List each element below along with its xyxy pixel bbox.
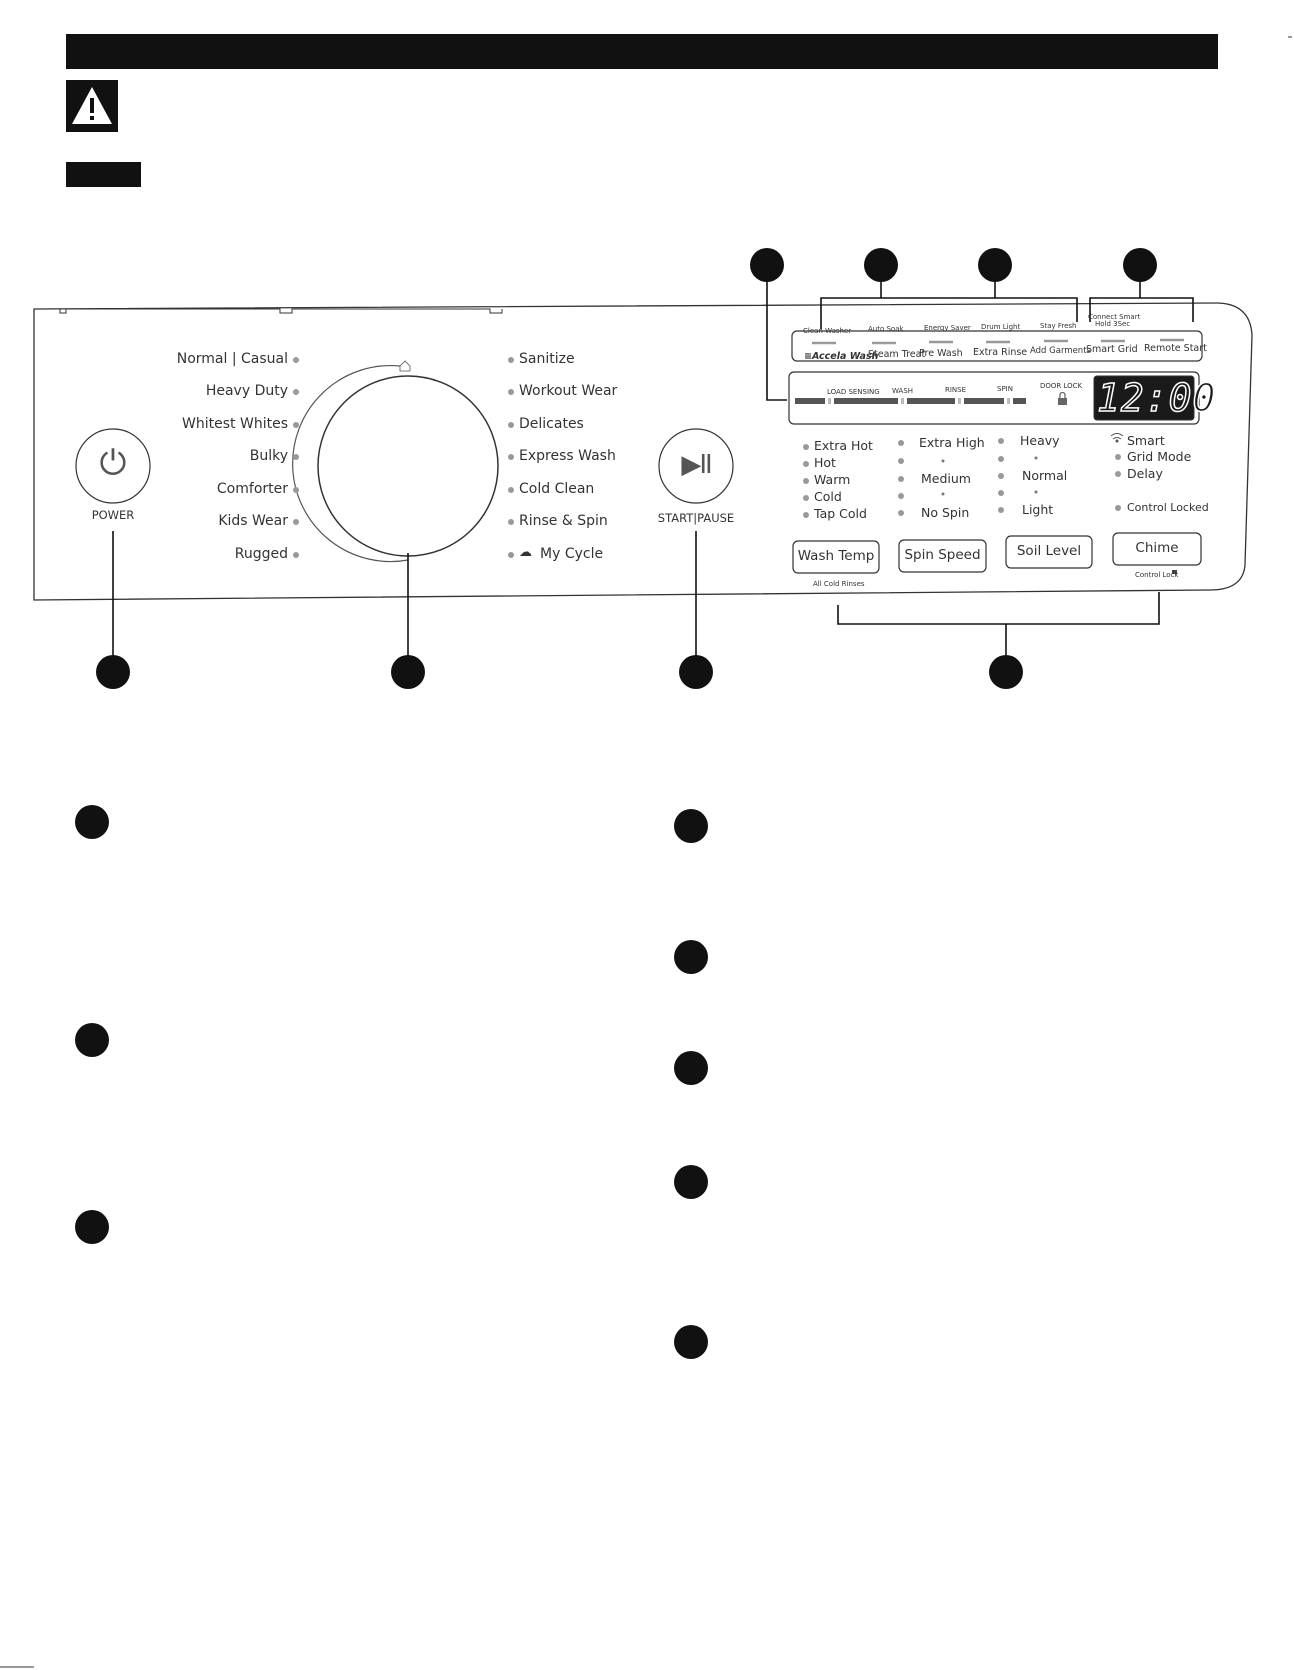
chime-sublabel: Control Lock: [1135, 571, 1179, 579]
cycle-label-express-wash[interactable]: Express Wash: [519, 448, 616, 464]
power-label: POWER: [91, 508, 135, 522]
play-pause-icon: ▶II: [681, 450, 711, 480]
status-load-sensing: LOAD SENSING: [827, 388, 880, 396]
home-icon: [400, 361, 410, 371]
option-remote-start[interactable]: Remote Start: [1144, 343, 1207, 354]
soil-level-heavy: Heavy: [1020, 433, 1060, 448]
start-pause-label: START|PAUSE: [657, 511, 735, 525]
cycle-label-kids-wear[interactable]: Kids Wear: [218, 513, 288, 529]
wash-temp-tap-cold: Tap Cold: [814, 506, 867, 521]
wash-temp-extra-hot: Extra Hot: [814, 438, 873, 453]
soil-level-light: Light: [1022, 502, 1054, 517]
cycle-label-rugged[interactable]: Rugged: [234, 546, 288, 562]
option-add-garments[interactable]: Add Garments: [1030, 346, 1091, 356]
option-secondary-auto-soak: Auto Soak: [868, 325, 904, 333]
wash-temp-label: Wash Temp: [797, 548, 875, 564]
status-rinse: RINSE: [945, 386, 967, 394]
cycle-label-cold-clean[interactable]: Cold Clean: [519, 481, 595, 497]
soil-level-normal: Normal: [1022, 468, 1068, 483]
option-secondary-stay-fresh: Stay Fresh: [1040, 322, 1077, 330]
wash-temp-cold: Cold: [814, 489, 842, 504]
cycle-label-delicates[interactable]: Delicates: [519, 416, 584, 432]
status-spin: SPIN: [997, 385, 1013, 393]
spin-speed-extra-high: Extra High: [919, 435, 985, 450]
lock-icon: [1058, 393, 1067, 406]
option-smart-grid[interactable]: Smart Grid: [1086, 344, 1138, 355]
time-readout: 12:00: [1097, 376, 1217, 420]
chime-grid-mode: Grid Mode: [1127, 449, 1192, 464]
option-secondary-energy-saver: Energy Saver: [924, 324, 971, 332]
chime-control-locked: Control Locked: [1127, 501, 1209, 514]
option-secondary-hold-3sec: Hold 3Sec: [1095, 320, 1131, 328]
wash-temp-warm: Warm: [814, 472, 851, 487]
spin-speed-label: Spin Speed: [904, 547, 981, 563]
cycle-dial[interactable]: [318, 376, 498, 556]
option-pre-wash[interactable]: Pre Wash: [919, 348, 963, 359]
spin-speed-medium: Medium: [921, 471, 971, 486]
cycle-label-workout-wear[interactable]: Workout Wear: [519, 383, 618, 399]
chime-smart: Smart: [1127, 433, 1165, 448]
cycle-label-comforter[interactable]: Comforter: [216, 481, 288, 497]
spin-speed-no-spin: No Spin: [921, 505, 970, 520]
chime-delay: Delay: [1127, 466, 1163, 481]
option-secondary-connect-smart: Connect Smart: [1088, 313, 1141, 321]
cycle-label-my-cycle[interactable]: My Cycle: [540, 546, 604, 562]
cycle-label-sanitize[interactable]: Sanitize: [519, 351, 575, 367]
soil-level-label: Soil Level: [1016, 543, 1082, 559]
status-door-lock: DOOR LOCK: [1040, 382, 1083, 390]
chime-label: Chime: [1135, 540, 1179, 556]
cycle-label-rinse-spin[interactable]: Rinse & Spin: [519, 513, 608, 529]
wash-temp-hot: Hot: [814, 455, 836, 470]
power-icon: ⏻: [99, 443, 127, 483]
cycle-label-bulky[interactable]: Bulky: [249, 448, 288, 464]
wash-temp-sublabel: All Cold Rinses: [813, 580, 865, 588]
option-accela-wash[interactable]: ≡Accela Wash: [804, 351, 879, 362]
cycle-label-heavy-duty[interactable]: Heavy Duty: [205, 383, 288, 399]
cloud-download-icon: ☁: [519, 545, 532, 560]
option-steam-treat[interactable]: Steam Treat: [868, 349, 926, 360]
cycle-label-whitest-whites[interactable]: Whitest Whites: [182, 416, 288, 432]
option-extra-rinse[interactable]: Extra Rinse: [973, 347, 1028, 358]
status-wash: WASH: [892, 387, 914, 395]
option-secondary-clean-washer: Clean Washer: [803, 327, 852, 335]
cycle-label-normal-casual[interactable]: Normal | Casual: [176, 351, 288, 367]
wifi-icon: [1111, 434, 1123, 443]
option-secondary-drum-light: Drum Light: [981, 323, 1021, 331]
